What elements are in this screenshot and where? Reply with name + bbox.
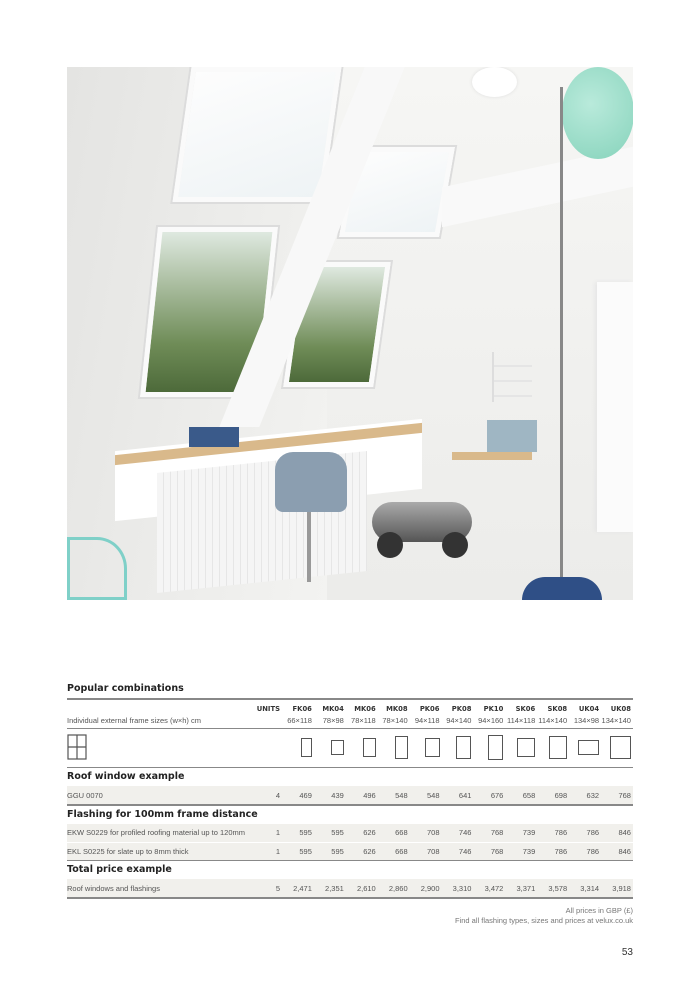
popular-combinations-table [67, 680, 633, 899]
frame-size: 66×118 [287, 716, 312, 725]
price-cell: 676 [490, 790, 504, 800]
window-shape-cell [537, 736, 569, 758]
window-outline-icon [456, 736, 471, 758]
price-cell: 768 [618, 790, 631, 800]
window-shape-cell [346, 738, 378, 757]
window-shape-cell [442, 736, 474, 758]
price-cell: 708 [427, 846, 440, 856]
price-cell: 595 [331, 846, 344, 856]
price-cell: 632 [586, 790, 600, 800]
size-code: MK04 [322, 704, 344, 713]
price-cell: 439 [331, 790, 344, 800]
window-outline-icon [549, 736, 567, 758]
size-code: UK08 [610, 704, 631, 713]
window-outline-icon [610, 736, 631, 758]
table-row [67, 824, 633, 842]
window-shape-cell [601, 736, 633, 758]
price-cell: 658 [522, 790, 536, 800]
price-cell: 3,310 [452, 883, 472, 893]
window-outline-icon [363, 738, 375, 757]
row-label: EKW S0229 for profiled roofing material up to 120mm [67, 828, 246, 837]
size-code: MK08 [386, 704, 408, 713]
frame-size: 94×118 [414, 716, 440, 725]
frame-size: 94×160 [478, 716, 504, 725]
price-cell: 548 [395, 790, 408, 800]
row-label: GGU 0070 [67, 790, 103, 800]
row-units: 1 [275, 846, 280, 856]
price-cell: 3,918 [612, 883, 631, 893]
website-note: Find all flashing types, sizes and prices at velux.co.uk [454, 916, 633, 925]
price-cell: 708 [427, 828, 440, 837]
price-cell: 548 [427, 790, 440, 800]
window-shape-cell [410, 738, 442, 757]
price-cell: 786 [586, 828, 600, 837]
window-outline-icon [331, 740, 343, 756]
window-shape-cell [473, 735, 505, 761]
price-cell: 2,900 [420, 883, 440, 893]
frame-sizes-label: Individual external frame sizes (w×h) cm [67, 716, 202, 725]
price-cell: 2,471 [293, 883, 312, 893]
price-cell: 786 [554, 846, 568, 856]
section-title: Roof window example [67, 771, 185, 782]
price-cell: 668 [395, 846, 408, 856]
price-cell: 786 [586, 846, 600, 856]
footer-note [455, 906, 633, 926]
currency-note: All prices in GBP (£) [565, 906, 633, 915]
price-cell: 768 [490, 828, 504, 837]
price-cell: 846 [618, 828, 631, 837]
price-cell: 2,610 [356, 883, 376, 893]
frame-size: 78×98 [322, 716, 344, 725]
frame-size: 134×98 [573, 716, 600, 725]
window-outline-icon [301, 738, 312, 757]
table-row [67, 879, 633, 897]
size-code: PK06 [419, 704, 440, 713]
price-cell: 698 [554, 790, 568, 800]
row-label: EKL S0225 for slate up to 8mm thick [67, 846, 189, 856]
price-cell: 626 [363, 828, 376, 837]
size-code: PK10 [483, 704, 504, 713]
price-cell: 2,351 [325, 883, 344, 893]
window-shape-cell [569, 740, 601, 756]
size-code: MK06 [354, 704, 376, 713]
table-row [67, 786, 633, 804]
frame-size: 114×140 [538, 716, 568, 725]
table-row [67, 842, 633, 860]
window-outline-icon [395, 736, 407, 758]
size-code: UK04 [578, 704, 600, 713]
window-outline-icon [517, 738, 535, 757]
price-cell: 2,860 [388, 883, 408, 893]
price-cell: 846 [618, 846, 631, 856]
row-units: 1 [275, 828, 280, 837]
size-code: FK06 [292, 704, 312, 713]
window-shape-cell [314, 740, 346, 756]
window-shape-cell [378, 736, 410, 758]
table-title: Popular combinations [67, 683, 184, 694]
page-number: 53 [621, 947, 633, 958]
window-outline-icon [488, 735, 503, 761]
price-cell: 768 [490, 846, 504, 856]
size-code: SK06 [515, 704, 536, 713]
price-cell: 641 [458, 790, 472, 800]
size-code: PK08 [451, 704, 472, 713]
attic-room-photo [67, 67, 633, 600]
row-units: 4 [275, 790, 280, 800]
units-header: UNITS [256, 704, 280, 713]
row-units: 5 [275, 883, 280, 893]
window-shape-row [67, 729, 633, 767]
price-cell: 469 [299, 790, 312, 800]
price-cell: 3,371 [516, 883, 536, 893]
price-cell: 746 [458, 828, 472, 837]
frame-size: 114×118 [506, 716, 536, 725]
price-cell: 496 [363, 790, 376, 800]
size-code: SK08 [547, 704, 568, 713]
window-outline-icon [578, 740, 599, 756]
section-title: Flashing for 100mm frame distance [67, 808, 258, 820]
price-cell: 3,578 [548, 883, 568, 893]
price-cell: 3,472 [484, 883, 504, 893]
frame-size: 78×118 [351, 716, 376, 725]
price-cell: 595 [299, 846, 312, 856]
four-pane-window-icon [67, 734, 250, 762]
price-cell: 595 [331, 828, 344, 837]
price-cell: 3,314 [580, 883, 600, 893]
divider [67, 897, 633, 899]
price-cell: 595 [299, 828, 312, 837]
price-cell: 739 [522, 828, 536, 837]
window-shape-cell [282, 738, 314, 757]
row-label: Roof windows and flashings [67, 883, 160, 893]
frame-sizes-row [67, 714, 633, 728]
price-cell: 786 [554, 828, 568, 837]
price-cell: 668 [395, 828, 408, 837]
frame-size: 78×140 [382, 716, 408, 725]
frame-size: 94×140 [446, 716, 472, 725]
price-cell: 746 [458, 846, 472, 856]
price-cell: 739 [522, 846, 536, 856]
price-cell: 626 [363, 846, 376, 856]
window-shape-cell [505, 738, 537, 757]
section-title: Total price example [67, 864, 172, 875]
window-outline-icon [425, 738, 440, 757]
frame-size: 134×140 [601, 716, 631, 725]
